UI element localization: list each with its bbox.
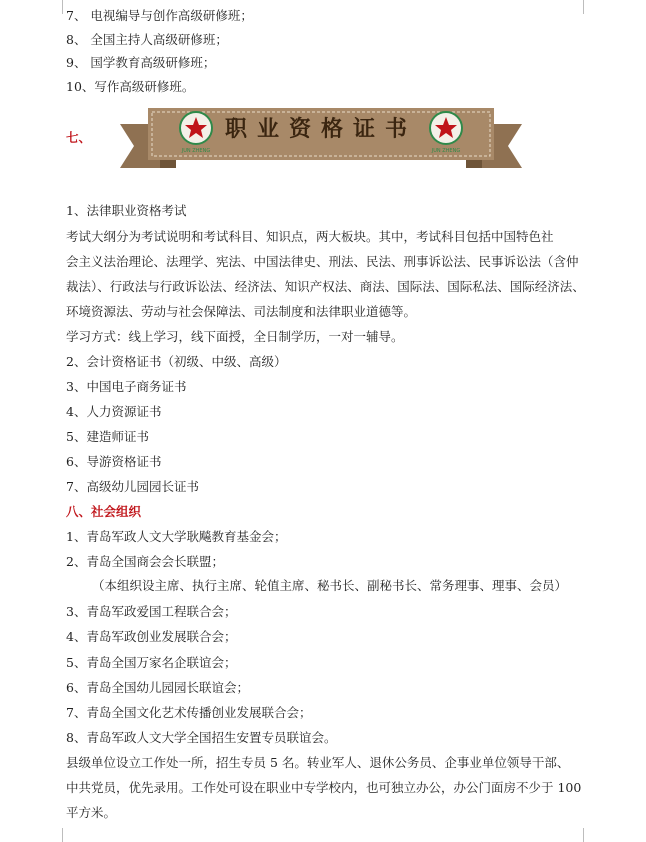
margin-mark-bottom-right [583,828,598,842]
org-item: 8、青岛军政人文大学全国招生安置专员联谊会。 [66,730,337,745]
org-item: 5、青岛全国万家名企联谊会； [66,655,237,670]
right-badge-label: JUN ZHENG [431,148,461,154]
margin-mark-top-right [583,0,598,14]
cert-item: 3、中国电子商务证书 [66,379,187,394]
closing-line: 县级单位设立工作处一所，招生专员 5 名。转业军人、退休公务员、企事业单位领导干部、 [66,755,570,770]
left-badge-label: JUN ZHENG [181,148,211,154]
org-item: 7、青岛全国文化艺术传播创业发展联合会； [66,705,312,720]
list-item: 9、 国学教育高级研修班； [66,55,216,70]
closing-line: 平方米。 [66,805,117,820]
cert-item: 4、人力资源证书 [66,404,162,419]
list-item: 10、写作高级研修班。 [66,79,195,94]
cert-item: 6、导游资格证书 [66,454,162,469]
org-item: 3、青岛军政爱国工程联合会； [66,604,237,619]
cert-item: 5、建造师证书 [66,429,149,444]
org-item: 1、青岛军政人文大学耿飚教育基金会； [66,529,287,544]
paragraph-line: 会主义法治理论、法理学、宪法、中国法律史、刑法、民法、刑事诉讼法、民事诉讼法（含仲 [66,254,579,269]
margin-mark-bottom-left [48,828,63,842]
closing-line: 中共党员，优先录用。工作处可设在职业中专学校内，也可独立办公，办公门面房不少于 100 [66,780,582,795]
margin-mark-top-left [48,0,63,14]
study-method: 学习方式：线上学习，线下面授，全日制学历，一对一辅导。 [66,329,404,344]
list-item: 7、 电视编导与创作高级研修班； [66,8,253,23]
paragraph-line: 环境资源法、劳动与社会保障法、司法制度和法律职业道德等。 [66,304,417,319]
banner-title: 职业资格证书 [224,116,417,142]
section-banner [120,104,522,174]
cert-item: 1、法律职业资格考试 [66,203,187,218]
org-item: 4、青岛军政创业发展联合会； [66,629,237,644]
paragraph-line: 裁法）、行政法与行政诉讼法、经济法、知识产权法、商法、国际法、国际私法、国际经济法、 [66,279,585,294]
list-item: 8、 全国主持人高级研修班； [66,32,228,47]
section-heading: 八、社会组织 [66,504,142,519]
org-item: 6、青岛全国幼儿园园长联谊会； [66,680,249,695]
paragraph-line: 考试大纲分为考试说明和考试科目、知识点，两大板块。其中，考试科目包括中国特色社 [66,229,554,244]
org-item: 2、青岛全国商会会长联盟； [66,554,224,569]
cert-item: 7、高级幼儿园园长证书 [66,479,199,494]
org-note: （本组织设主席、执行主席、轮值主席、秘书长、副秘书长、常务理事、理事、会员） [92,578,568,593]
cert-item: 2、会计资格证书（初级、中级、高级） [66,354,287,369]
section-number: 七、 [66,130,92,145]
